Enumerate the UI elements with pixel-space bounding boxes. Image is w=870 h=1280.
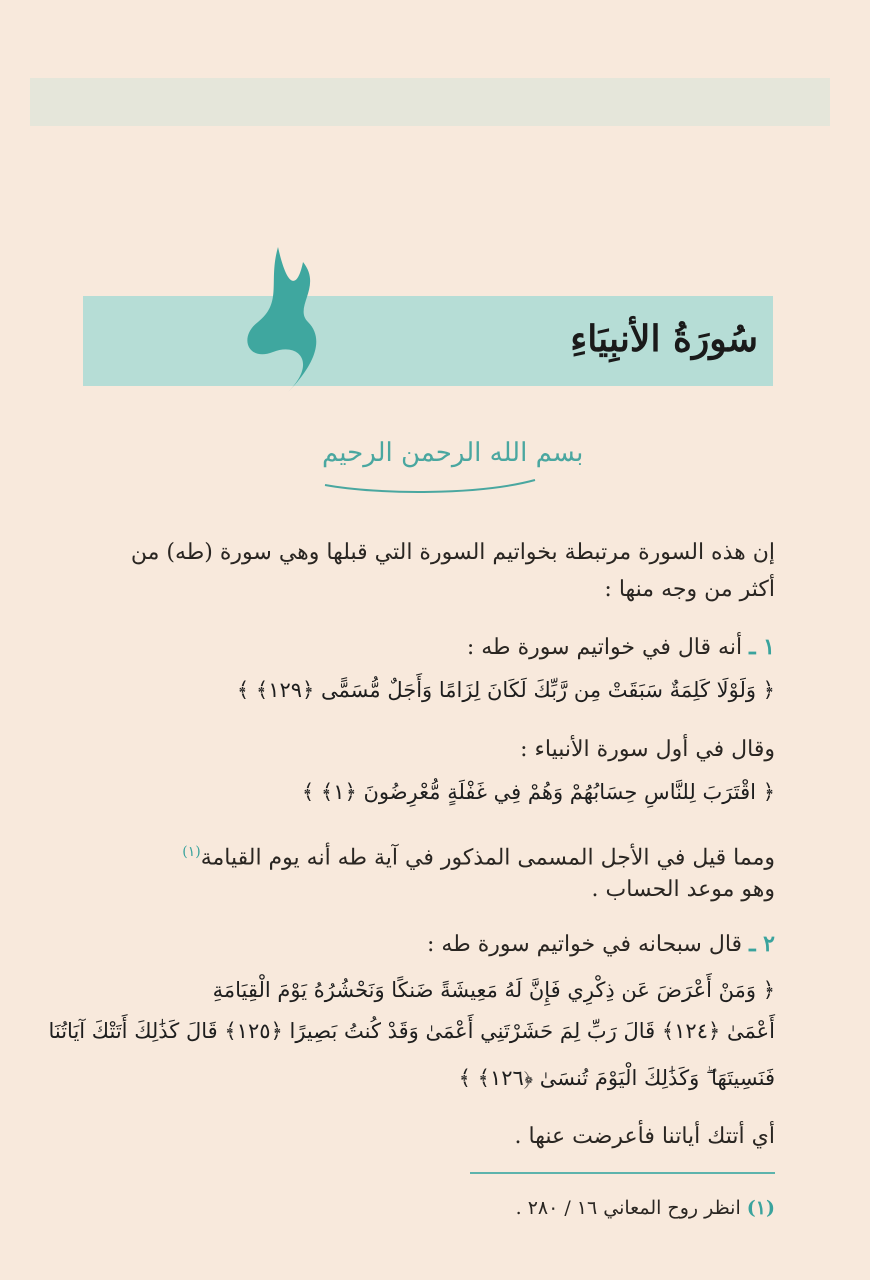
header-ornament-band <box>30 78 830 126</box>
point-1 <box>467 630 775 665</box>
title-ornament-icon <box>228 242 338 402</box>
footnote-marker[interactable]: (١) <box>182 844 201 860</box>
closing-line: أي أتتك أياتنا فأعرضت عنها . <box>514 1124 775 1149</box>
verse-anbiya-1: ﴿ اقْتَرَبَ لِلنَّاسِ حِسَابُهُمْ وَهُمْ فِي غَفْلَةٍ مُّعْرِضُونَ ﴿١﴾ ﴾ <box>301 780 775 804</box>
footnote-divider <box>470 1172 775 1174</box>
verse-taha-124-line-3: فَنَسِيتَهَا ۖ وَكَذَٰلِكَ الْيَوْمَ تُنسَىٰ ﴿١٢٦﴾ ﴾ <box>458 1066 775 1090</box>
note-line-1 <box>182 835 775 875</box>
surah-title: سُورَةُ الأنبِيَاءِ <box>570 318 758 360</box>
line-anbiya: وقال في أول سورة الأنبياء : <box>520 737 775 762</box>
point-1-text: أنه قال في خواتيم سورة طه : <box>466 635 743 660</box>
intro-line-2: أكثر من وجه منها : <box>604 577 775 602</box>
verse-taha-129: ﴿ وَلَوْلَا كَلِمَةٌ سَبَقَتْ مِن رَّبِّكَ لَكَانَ لِزَامًا وَأَجَلٌ مُّسَمًّى ﴿١٢٩﴾ ﴾ <box>236 678 775 702</box>
basmala: بسم الله الرحمن الرحيم <box>322 438 584 468</box>
verse-taha-124-line-2: أَعْمَىٰ ﴿١٢٤﴾ قَالَ رَبِّ لِمَ حَشَرْتَنِي أَعْمَىٰ وَقَدْ كُنتُ بَصِيرًا ﴿١٢٥﴾ قَالَ كَذَٰلِكَ أَتَتْكَ آيَاتُنَا <box>48 1019 775 1043</box>
verse-taha-124-line-1: ﴿ وَمَنْ أَعْرَضَ عَن ذِكْرِي فَإِنَّ لَهُ مَعِيشَةً ضَنكًا وَنَحْشُرُهُ يَوْمَ الْقِيَامَةِ <box>212 978 775 1002</box>
note-line-2: وهو موعد الحساب . <box>591 877 775 902</box>
footnote-text: انظر روح المعاني ١٦ / ٢٨٠ . <box>515 1197 741 1219</box>
footnote-number: (١) <box>746 1197 775 1219</box>
point-2-number: ٢ ـ <box>749 931 775 957</box>
note-line-1-text: ومما قيل في الأجل المسمى المذكور في آية طه أنه يوم القيامة <box>200 845 775 871</box>
point-2-text: قال سبحانه في خواتيم سورة طه : <box>427 932 743 957</box>
intro-line-1: إن هذه السورة مرتبطة بخواتيم السورة التي قبلها وهي سورة (طه) من <box>130 540 775 565</box>
point-2 <box>427 927 775 962</box>
point-1-number: ١ ـ <box>749 634 775 660</box>
footnote <box>516 1197 775 1219</box>
